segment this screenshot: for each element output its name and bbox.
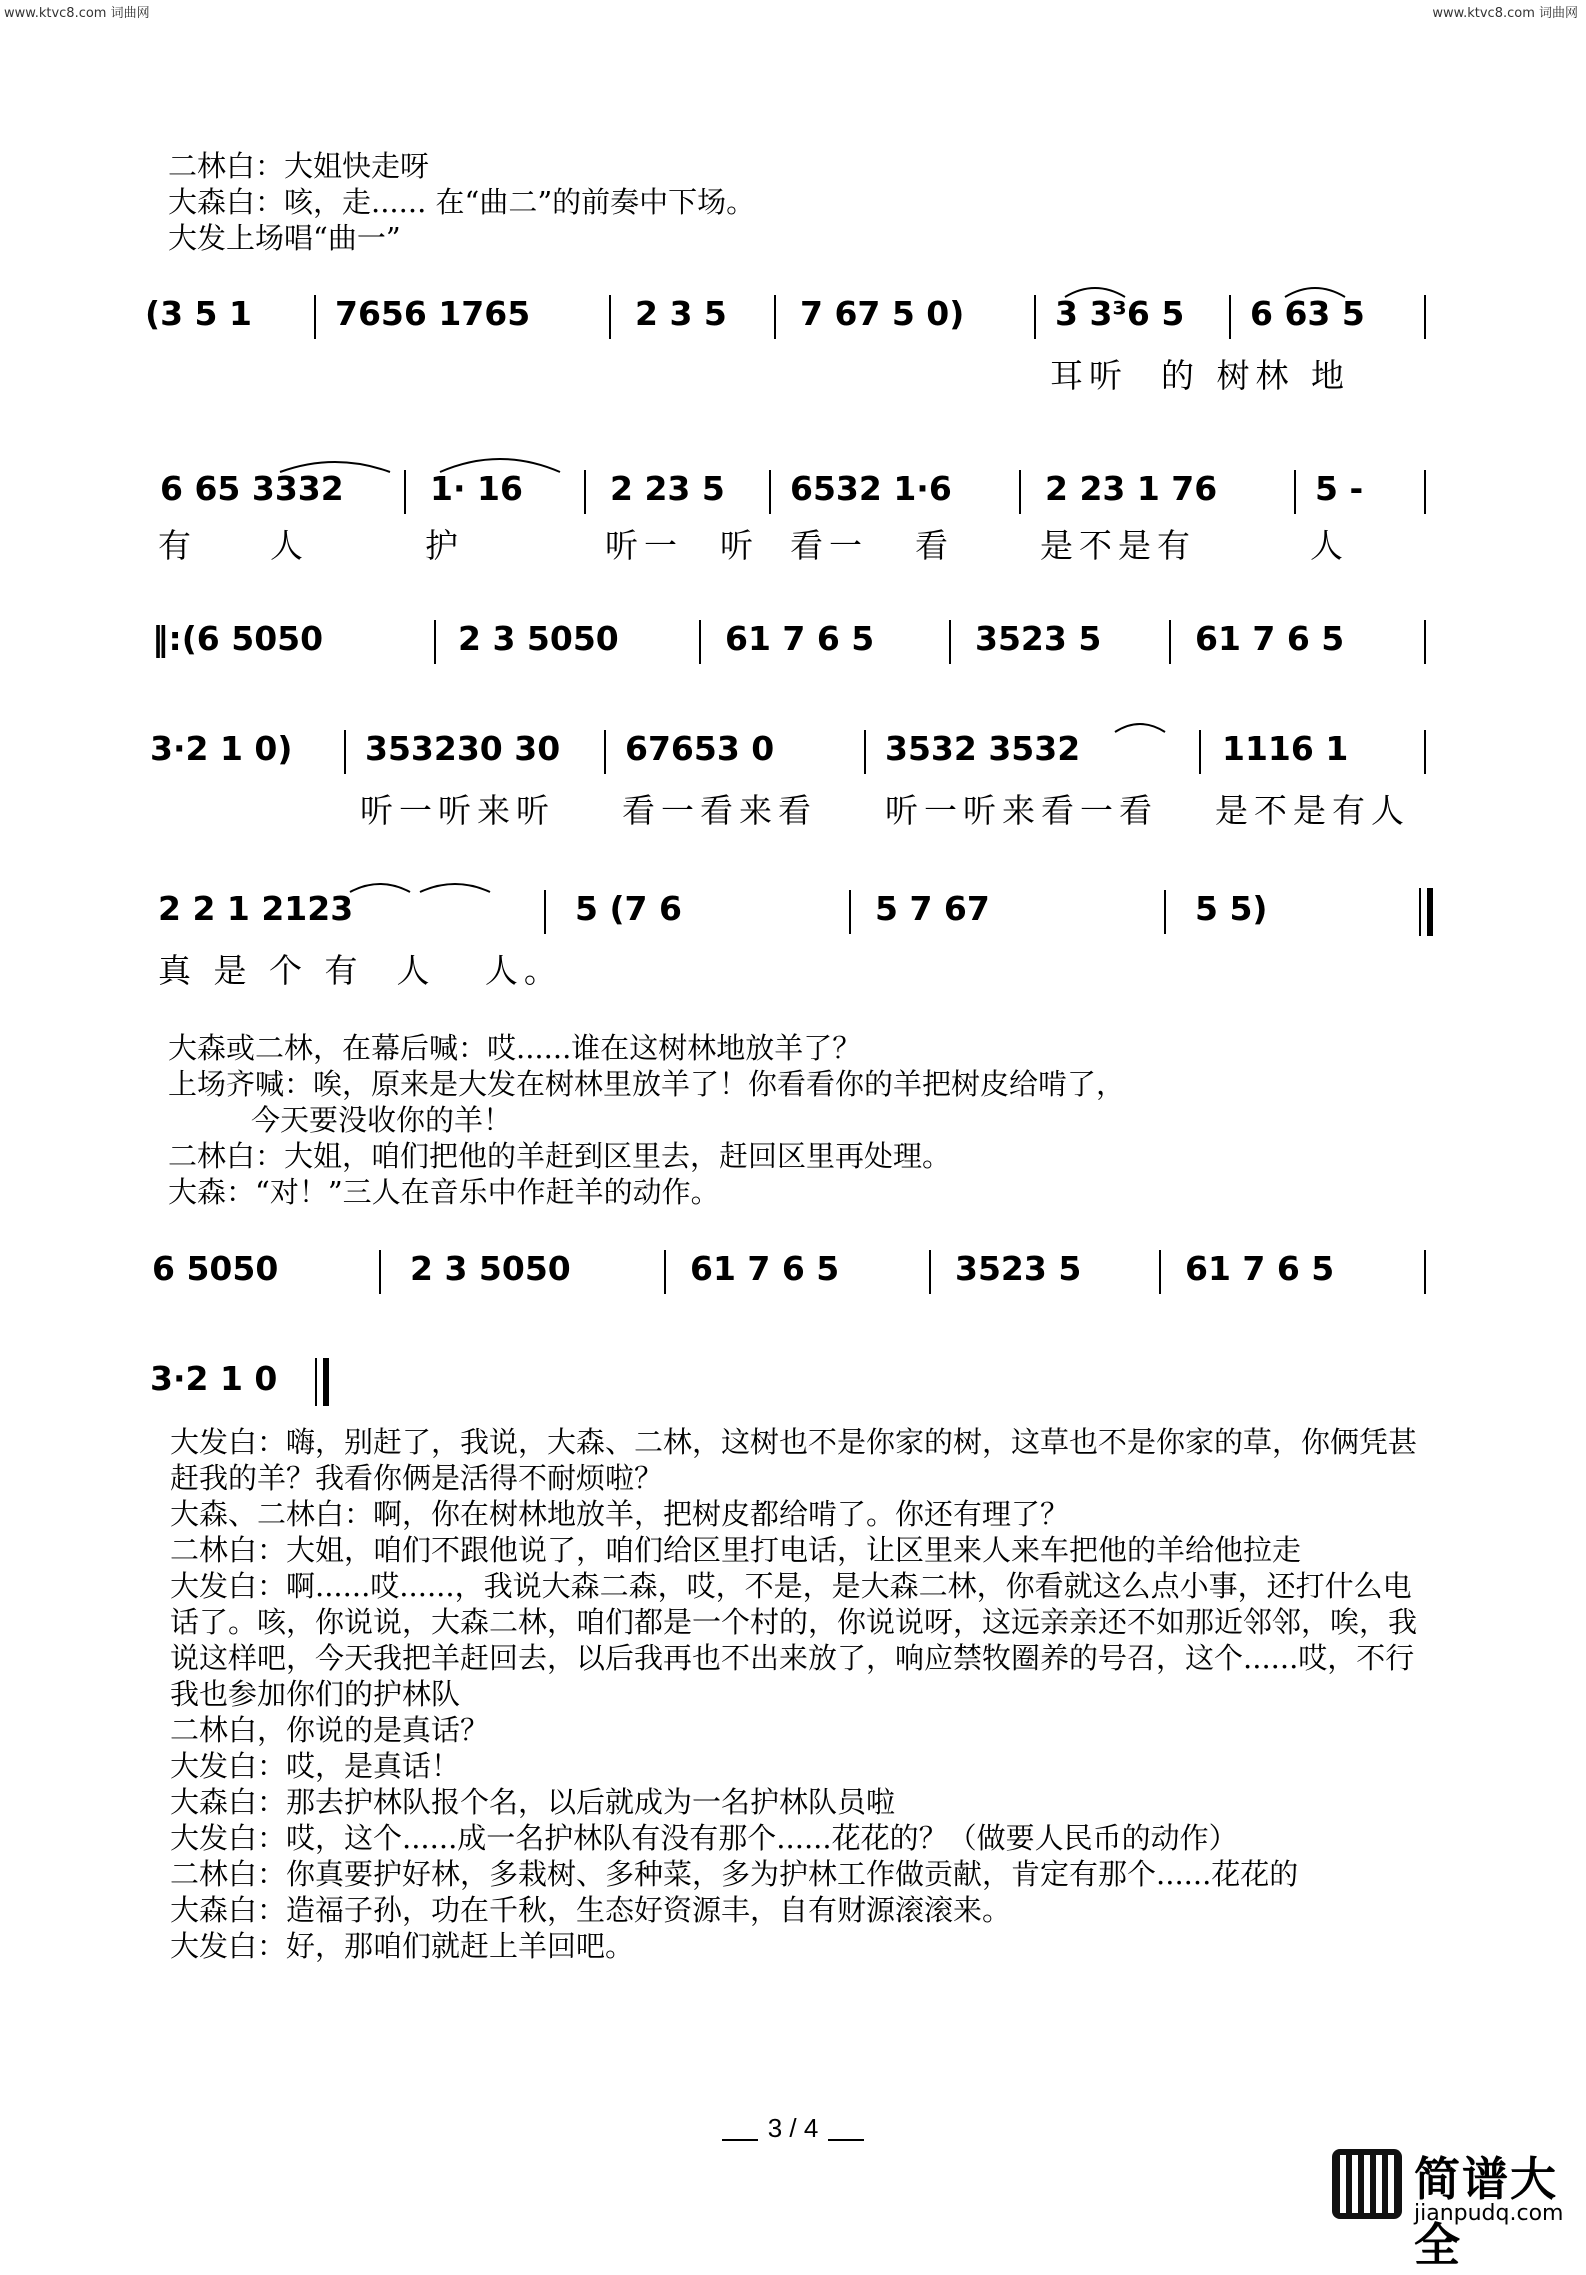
- lyric: 看一看来看: [622, 791, 817, 830]
- score-line-5: [0, 880, 1586, 940]
- lyric: 听: [720, 526, 759, 565]
- measure: 3523 5: [955, 1249, 1082, 1288]
- watermark-left: www.ktvc8.com 词曲网: [4, 6, 150, 21]
- lyric: 人: [270, 526, 309, 565]
- lyric-line-5: 真 是 个 有 人 人。: [158, 951, 563, 990]
- lyric: 听一: [605, 526, 683, 565]
- piano-keys-icon: [1332, 2149, 1402, 2219]
- dialogue-line: 大森白：那去护林队报个名，以后就成为一名护林队员啦: [170, 1785, 896, 1819]
- dialogue-line: 大森、二林白：啊，你在树林地放羊，把树皮都给啃了。你还有理了？: [170, 1497, 1070, 1531]
- page-number: 3 / 4: [767, 2113, 819, 2143]
- measure: 3·2 1 0): [150, 729, 293, 768]
- measure: 5 (7 6: [575, 889, 682, 928]
- dialogue-line: 二林白：你真要护好林，多栽树、多种菜，多为护林工作做贡献，肯定有那个......花花的: [170, 1857, 1299, 1891]
- logo-brand: 简谱大全: [1414, 2152, 1558, 2272]
- intro-note: 大发上场唱“曲一”: [168, 221, 401, 255]
- lyric: 听一听来看一看: [885, 791, 1158, 830]
- measure: 2 3 5050: [458, 619, 619, 658]
- dialogue-line: 大发白：嗨，别赶了，我说，大森、二林，这树也不是你家的树，这草也不是你家的草，你俩凭甚赶我的羊？我看你俩是活得不耐烦啦？: [170, 1425, 1418, 1495]
- measure: 61 7 6 5: [1185, 1249, 1335, 1288]
- measure: 2 3 5: [635, 294, 727, 333]
- dialogue: [170, 1424, 1420, 1964]
- intro-notes: [168, 148, 755, 256]
- dialogue-line: 大森白：造福子孙，功在千秋，生态好资源丰，自有财源滚滚来。: [170, 1893, 1012, 1927]
- stage-note: 上场齐喊：唉，原来是大发在树林里放羊了！你看看你的羊把树皮给啃了，: [168, 1067, 1126, 1101]
- middle-notes: [168, 1030, 1125, 1210]
- lyric: 看: [915, 526, 954, 565]
- measure: 7656 1765: [335, 294, 531, 333]
- score-line-3: [0, 610, 1586, 670]
- page-footer: [0, 2113, 1586, 2144]
- lyric: 有: [158, 526, 197, 565]
- measure: 3532 3532: [885, 729, 1081, 768]
- measure: 6 63 5: [1250, 294, 1365, 333]
- score-line-6: [0, 1240, 1586, 1300]
- measure: 7 67 5 0): [800, 294, 965, 333]
- measure: 6532 1·6: [790, 469, 952, 508]
- lyric: 看一: [790, 526, 868, 565]
- stage-note: 大森或二林，在幕后喊：哎......谁在这树林地放羊了？: [168, 1031, 862, 1065]
- measure: 2 23 5: [610, 469, 725, 508]
- logo-site: jianpudq.com: [1414, 2201, 1564, 2226]
- stage-note: 今天要没收你的羊！: [168, 1103, 512, 1137]
- measure: 2 2 1 2123: [158, 889, 354, 928]
- measure: 1116 1: [1222, 729, 1349, 768]
- measure: ‖:(6 5050: [152, 619, 324, 658]
- measure: 6 5050: [152, 1249, 279, 1288]
- watermark-right: www.ktvc8.com 词曲网: [1432, 6, 1578, 21]
- measure: 353230 30: [365, 729, 561, 768]
- intro-note: 大森白：咳，走...... 在“曲二”的前奏中下场。: [168, 185, 756, 219]
- stage-note: 二林白：大姐，咱们把他的羊赶到区里去，赶回区里再处理。: [168, 1139, 952, 1173]
- measure: 5 7 67: [875, 889, 990, 928]
- lyric: 是不是有: [1040, 526, 1196, 565]
- dialogue-line: 二林白：大姐，咱们不跟他说了，咱们给区里打电话，让区里来人来车把他的羊给他拉走: [170, 1533, 1302, 1567]
- measure: 61 7 6 5: [690, 1249, 840, 1288]
- lyric: 护: [425, 526, 464, 565]
- score-line-2: [0, 460, 1586, 520]
- lyric-line-1: 耳听 的 树林 地: [1050, 356, 1350, 395]
- intro-note: 二林白：大姐快走呀: [168, 149, 430, 183]
- measure: 1· 16: [430, 469, 523, 508]
- score-line-4: [0, 720, 1586, 780]
- measure: 5 -: [1315, 469, 1364, 508]
- measure: 3·2 1 0: [150, 1359, 278, 1398]
- measure: (3 5 1: [145, 294, 252, 333]
- measure: 67653 0: [625, 729, 775, 768]
- stage-note: 大森：“对！”三人在音乐中作赶羊的动作。: [168, 1175, 720, 1209]
- measure: 2 23 1 76: [1045, 469, 1218, 508]
- measure: 2 3 5050: [410, 1249, 571, 1288]
- measure: 6 65 3332: [160, 469, 344, 508]
- dialogue-line: 大发白：哎，是真话！: [170, 1749, 461, 1783]
- dialogue-line: 大发白：哎，这个......成一名护林队有没有那个......花花的？（做要人民币的动作）: [170, 1821, 1238, 1855]
- dialogue-line: 大发白：啊......哎......，我说大森二森，哎，不是，是大森二林，你看就这么点小事，还打什么电话了。咳，你说说，大森二林，咱们都是一个村的，你说说呀，这远亲亲还不如那近邻邻，唉，我说这样吧，今天我把羊赶回去，以后我再也不出来放了，响应禁牧圈养的号召，这个......哎，不行我也参加你们的护林队: [170, 1569, 1418, 1711]
- lyric: 是不是有人: [1215, 791, 1410, 830]
- measure: 61 7 6 5: [725, 619, 875, 658]
- measure: 61 7 6 5: [1195, 619, 1345, 658]
- site-logo: [1332, 2143, 1564, 2272]
- measure: 3523 5: [975, 619, 1102, 658]
- lyric: 人: [1310, 526, 1349, 565]
- score-line-1: [0, 285, 1586, 345]
- lyric: 听一听来听: [360, 791, 555, 830]
- measure: 5 5): [1195, 889, 1268, 928]
- measure: 3 3³6 5: [1055, 294, 1185, 333]
- dialogue-line: 大发白：好，那咱们就赶上羊回吧。: [170, 1929, 635, 1963]
- score-line-7: [0, 1350, 1586, 1410]
- dialogue-line: 二林白，你说的是真话？: [170, 1713, 490, 1747]
